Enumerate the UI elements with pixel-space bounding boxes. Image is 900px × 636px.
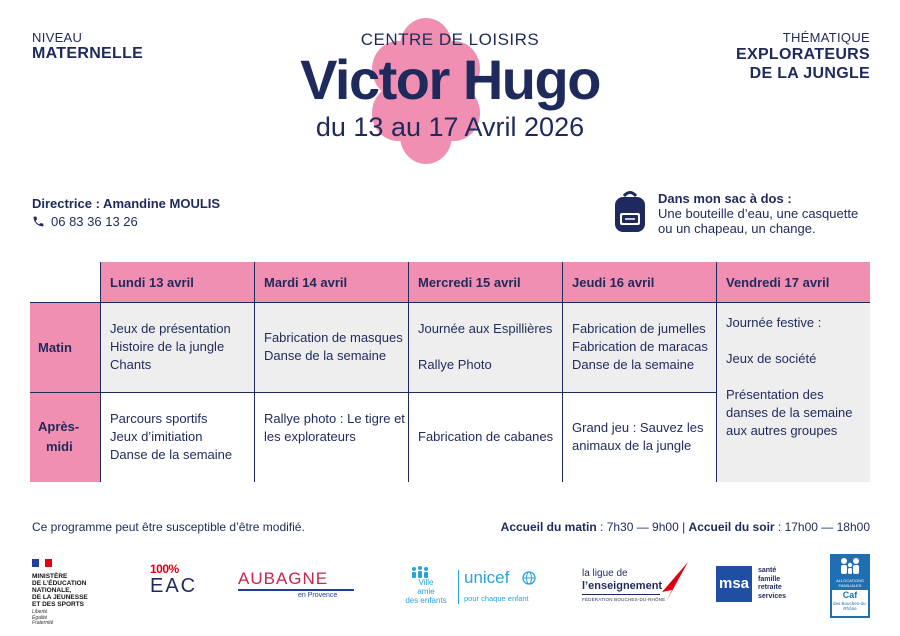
- centre-label: CENTRE DE LOISIRS: [360, 30, 540, 49]
- ville-amie-line: Ville: [418, 578, 434, 587]
- disclaimer: Ce programme peut être susceptible d’être modifié.: [32, 520, 305, 534]
- partner-logos: [0, 548, 900, 628]
- motto-line: Liberté: [32, 609, 48, 615]
- activity: animaux de la jungle: [572, 438, 692, 453]
- grid-line: [30, 302, 870, 303]
- french-flag-icon: [32, 559, 52, 567]
- day-header-friday: Vendredi 17 avril: [716, 262, 870, 302]
- cell-friday-fullday: [716, 302, 870, 482]
- opening-hours: [501, 520, 870, 534]
- cell-thursday-afternoon: [562, 392, 716, 482]
- activity: Jeux d’imitiation: [110, 429, 203, 444]
- activity: Rallye photo : Le tigre et: [264, 411, 405, 426]
- row-header-afternoon-line-1: Après-: [38, 419, 80, 434]
- day-header-thursday: Jeudi 16 avril: [562, 262, 716, 302]
- ville-amie-line: des enfants: [405, 596, 447, 605]
- arrow-icon: [656, 562, 690, 602]
- cell-wednesday-afternoon: [408, 392, 562, 482]
- unicef-sub: pour chaque enfant: [464, 594, 529, 603]
- day-header-wednesday: Mercredi 15 avril: [408, 262, 562, 302]
- activity: Danse de la semaine: [572, 357, 695, 372]
- grid-line: [100, 262, 101, 482]
- level-value: MATERNELLE: [32, 45, 144, 62]
- cell-tuesday-afternoon: [254, 392, 408, 482]
- cell-monday-morning: [100, 302, 254, 392]
- title-block: [230, 30, 670, 143]
- cell-thursday-morning: [562, 302, 716, 392]
- activity: Journée festive :: [726, 315, 822, 330]
- theme-block: [736, 30, 870, 83]
- theme-line-2: DE LA JUNGLE: [749, 65, 870, 82]
- date-range: du 13 au 17 Avril 2026: [315, 112, 585, 142]
- backpack-line-1: Une bouteille d’eau, une casquette: [658, 206, 859, 221]
- backpack-title: Dans mon sac à dos :: [658, 191, 792, 206]
- motto-line: Fraternité: [32, 620, 54, 626]
- caf-sub: des Bouches-du-Rhône: [832, 601, 868, 611]
- ligue-rule: [582, 594, 660, 595]
- activity: Histoire de la jungle: [110, 339, 225, 354]
- grid-line: [408, 262, 409, 482]
- director-block: [32, 196, 220, 229]
- row-header-morning-label: Matin: [38, 340, 72, 355]
- theme-label: THÉMATIQUE: [782, 30, 870, 45]
- ministere-line: DE L’ÉDUCATION: [32, 580, 87, 587]
- day-header-tuesday: Mardi 14 avril: [254, 262, 408, 302]
- morning-label: Accueil du matin: [500, 520, 597, 534]
- director-phone-row: [32, 214, 220, 229]
- activity: Fabrication de jumelles: [572, 321, 706, 336]
- page-title: Victor Hugo: [300, 48, 600, 111]
- ligue-logo: [582, 562, 692, 610]
- cell-tuesday-morning: [254, 302, 408, 392]
- activity: Chants: [110, 357, 152, 372]
- msa-line: famille: [758, 575, 781, 583]
- caf-logo: [830, 554, 870, 618]
- family-icon: [839, 557, 861, 575]
- activity: les explorateurs: [264, 429, 356, 444]
- phone-icon: [32, 215, 45, 228]
- activity: Fabrication de maracas: [572, 339, 708, 354]
- caf-top: ALLOCATIONS FAMILIALES: [836, 578, 864, 588]
- ligue-sub: FÉDÉRATION BOUCHES-DU-RHÔNE: [582, 597, 666, 602]
- ligue-line-1: la ligue de: [582, 568, 628, 579]
- phone-number: 06 83 36 13 26: [51, 214, 138, 229]
- logo-divider: [458, 570, 459, 604]
- activity: danses de la semaine: [726, 405, 853, 420]
- caf-name: Caf: [842, 590, 858, 600]
- schedule-table: [30, 262, 870, 482]
- activity: Présentation des: [726, 387, 824, 402]
- ligue-line-2: l’enseignement: [582, 580, 663, 592]
- eac-percentage: 100%: [150, 562, 179, 576]
- activity: Danse de la semaine: [264, 348, 387, 363]
- grid-line: [254, 262, 255, 482]
- aubagne-name: AUBAGNE: [238, 569, 329, 588]
- eac-logo: [150, 562, 198, 597]
- cell-monday-afternoon: [100, 392, 254, 482]
- activity: aux autres groupes: [726, 423, 838, 438]
- ministere-line: NATIONALE,: [32, 587, 72, 594]
- activity: Jeux de présentation: [110, 321, 231, 336]
- aubagne-logo: [238, 570, 358, 599]
- msa-line: santé: [758, 567, 777, 574]
- globe-icon: [522, 571, 536, 585]
- level-label: NIVEAU: [32, 30, 83, 45]
- ministere-line: DE LA JEUNESSE: [32, 594, 88, 601]
- level-block: [32, 30, 143, 63]
- msa-badge: msa: [716, 566, 752, 602]
- row-header-afternoon-line-2: midi: [46, 439, 73, 454]
- activity: Danse de la semaine: [110, 447, 233, 462]
- msa-logo: [716, 566, 806, 606]
- aubagne-underline: [238, 589, 354, 591]
- activity: Fabrication de cabanes: [418, 429, 554, 444]
- morning-hours: : 7h30 — 9h00 |: [596, 520, 689, 534]
- cell-wednesday-morning: [408, 302, 562, 392]
- ministere-logo: [32, 554, 112, 627]
- aubagne-sub: en Provence: [298, 592, 338, 599]
- grid-line: [30, 392, 716, 393]
- ministere-line: MINISTÈRE: [32, 573, 68, 580]
- evening-hours: : 17h00 — 18h00: [774, 520, 870, 534]
- children-icon: [410, 566, 430, 578]
- activity: Grand jeu : Sauvez les: [572, 420, 704, 435]
- director-name: Directrice : Amandine MOULIS: [32, 196, 221, 211]
- activity: Journée aux Espillières: [418, 321, 553, 336]
- activity: Fabrication de masques: [264, 330, 403, 345]
- activity: Jeux de société: [726, 351, 817, 366]
- row-header-morning: [30, 302, 100, 392]
- msa-line: services: [758, 592, 787, 600]
- ville-amie-line: amie: [417, 587, 435, 596]
- ministere-line: ET DES SPORTS: [32, 601, 85, 608]
- theme-line-1: EXPLORATEURS: [736, 46, 870, 63]
- grid-line: [716, 262, 717, 482]
- activity: Rallye Photo: [418, 357, 492, 372]
- unicef-logo: [398, 566, 543, 610]
- evening-label: Accueil du soir: [688, 520, 775, 534]
- row-header-afternoon: [30, 392, 100, 482]
- unicef-name: unicef: [464, 568, 510, 587]
- msa-line: retraite: [758, 584, 782, 591]
- day-header-monday: Lundi 13 avril: [100, 262, 254, 302]
- activity: Parcours sportifs: [110, 411, 208, 426]
- backpack-line-2: ou un chapeau, un change.: [658, 221, 816, 236]
- backpack-icon: [612, 190, 648, 234]
- eac-letters: EAC: [150, 575, 198, 597]
- backpack-block: [658, 191, 858, 236]
- motto-line: Égalité: [32, 614, 48, 621]
- grid-line: [562, 262, 563, 482]
